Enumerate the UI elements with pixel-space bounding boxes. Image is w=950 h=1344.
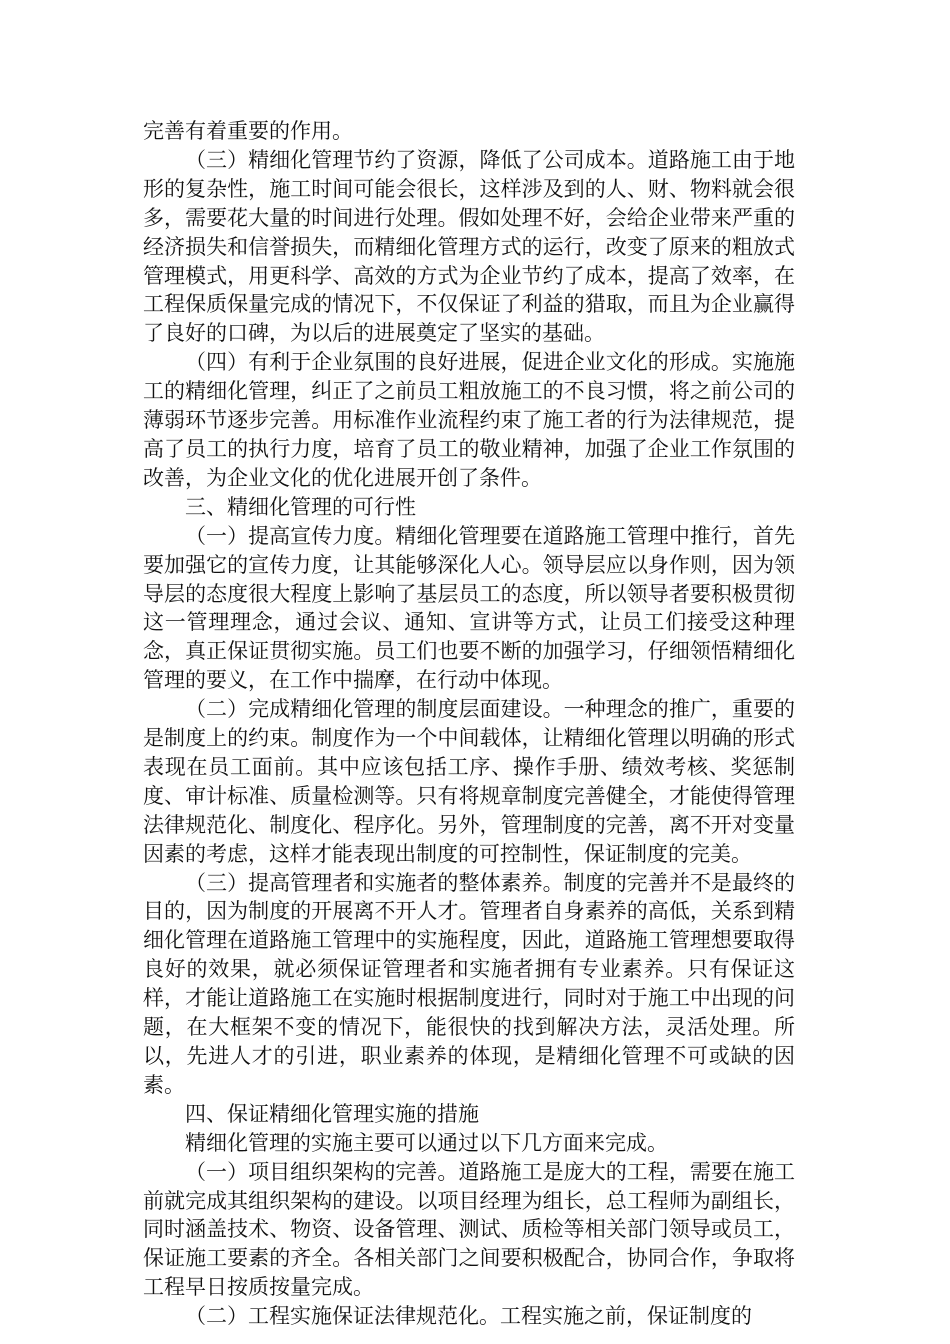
paragraph-resource-saving: （三）精细化管理节约了资源，降低了公司成本。道路施工由于地形的复杂性，施工时间可能会很长，这样涉及到的人、财、物料就会很多，需要花大量的时间进行处理。假如处理不好，会给企业带来严重的经济损失和信誉损失，而精细化管理方式的运行，改变了原来的粗放式管理模式，用更科学、高效的方式为企业节约了成本，提高了效率，在工程保质保量完成的情况下，不仅保证了利益的猎取，而且为企业赢得了良好的口碑，为以后的进展奠定了坚实的基础。 xyxy=(143,147,795,346)
paragraph-organization: （一）项目组织架构的完善。道路施工是庞大的工程，需要在施工前就完成其组织架构的建设。以项目经理为组长，总工程师为副组长，同时涵盖技术、物资、设备管理、测试、质检等相关部门领导或员工，保证施工要素的齐全。各相关部门之间要积极配合，协同合作，争取将工程早日按质按量完成。 xyxy=(143,1159,795,1300)
section-heading-feasibility: 三、精细化管理的可行性 xyxy=(185,494,416,519)
paragraph-publicity: （一）提高宣传力度。精细化管理要在道路施工管理中推行，首先要加强它的宣传力度，让其能够深化人心。领导层应以身作则，因为领导层的态度很大程度上影响了基层员工的态度，所以领导者要积极贯彻这一管理理念，通过会议、通知、宣讲等方式，让员工们接受这种理念，真正保证贯彻实施。员工们也要不断的加强学习，仔细领悟精细化管理的要义，在工作中揣摩，在行动中体现。 xyxy=(143,523,795,693)
paragraph-measures-intro: 精细化管理的实施主要可以通过以下几方面来完成。 xyxy=(185,1130,668,1155)
paragraph-standardization: （二）工程实施保证法律规范化。工程实施之前，保证制度的 xyxy=(185,1304,752,1329)
paragraph-personnel-quality: （三）提高管理者和实施者的整体素养。制度的完善并不是最终的目的，因为制度的开展离不开人才。管理者自身素养的高低，关系到精细化管理在道路施工管理中的实施程度，因此，道路施工管理想要取得良好的效果，就必须保证管理者和实施者拥有专业素养。只有保证这样，才能让道路施工在实施时根据制度进行，同时对于施工中出现的问题，在大框架不变的情况下，能很快的找到解决方法，灵活处理。所以，先进人才的引进，职业素养的体现，是精细化管理不可或缺的因素。 xyxy=(143,870,795,1097)
section-heading-measures: 四、保证精细化管理实施的措施 xyxy=(185,1101,479,1126)
paragraph-system-building: （二）完成精细化管理的制度层面建设。一种理念的推广，重要的是制度上的约束。制度作为一个中间载体，让精细化管理以明确的形式表现在员工面前。其中应该包括工序、操作手册、绩效考核、奖惩制度、审计标准、质量检测等。只有将规章制度完善健全，才能使得管理法律规范化、制度化、程序化。另外，管理制度的完善，离不开对变量因素的考虑，这样才能表现出制度的可控制性，保证制度的完美。 xyxy=(143,697,795,866)
document-body xyxy=(143,117,795,1331)
paragraph-continuation: 完善有着重要的作用。 xyxy=(143,119,353,143)
paragraph-enterprise-culture: （四）有利于企业氛围的良好进展，促进企业文化的形成。实施施工的精细化管理，纠正了之前员工粗放施工的不良习惯，将之前公司的薄弱环节逐步完善。用标准作业流程约束了施工者的行为法律规范，提高了员工的执行力度，培育了员工的敬业精神，加强了企业工作氛围的改善，为企业文化的优化进展开创了条件。 xyxy=(143,350,795,490)
